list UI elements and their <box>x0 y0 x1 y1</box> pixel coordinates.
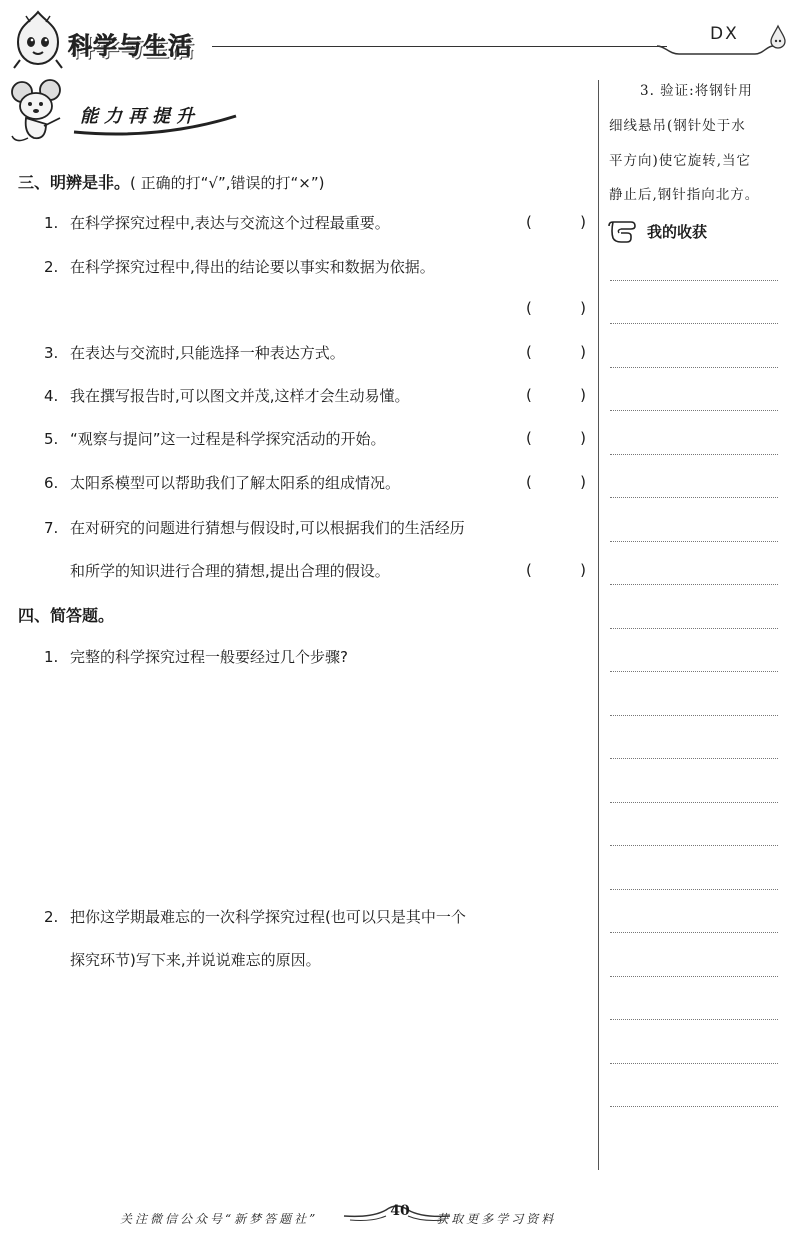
footer-text <box>120 1210 556 1227</box>
writing-line[interactable] <box>610 410 778 411</box>
side-note-line-3: 平方向)使它旋转,当它 <box>609 153 752 169</box>
item-text: 在科学探究过程中,得出的结论要以事实和数据为依据。 <box>70 258 435 276</box>
short-answer-item-1 <box>44 647 348 667</box>
true-false-item-7 <box>44 518 465 538</box>
item-text: 我在撰写报告时,可以图文并茂,这样才会生动易懂。 <box>70 387 410 405</box>
writing-line[interactable] <box>610 1019 778 1020</box>
my-gain-label: 我的收获 <box>647 223 708 241</box>
answer-blank-1[interactable]: ( ) <box>526 213 586 231</box>
writing-line[interactable] <box>610 1106 778 1107</box>
true-false-item-3 <box>44 343 345 363</box>
page-number: 40 <box>390 1203 410 1219</box>
true-false-item-2 <box>44 257 435 277</box>
header-title: 科学与生活 <box>68 32 193 60</box>
writing-line[interactable] <box>610 976 778 977</box>
mascot-logo-icon <box>8 8 68 72</box>
writing-line[interactable] <box>610 1063 778 1064</box>
section3-note: ( 正确的打“√”,错误的打“×”) <box>130 174 325 192</box>
item-text: 在表达与交流时,只能选择一种表达方式。 <box>70 344 345 362</box>
footer-text-left: 关注微信公众号“新梦答题社” <box>120 1212 319 1226</box>
writing-line[interactable] <box>610 715 778 716</box>
item-number: 7. <box>44 519 59 537</box>
header-rule <box>212 46 667 47</box>
item-text: 在对研究的问题进行猜想与假设时,可以根据我们的生活经历 <box>70 519 465 537</box>
writing-line[interactable] <box>610 323 778 324</box>
item-text: “观察与提问”这一过程是科学探究活动的开始。 <box>70 430 386 448</box>
item-number: 5. <box>44 430 59 448</box>
writing-line[interactable] <box>610 454 778 455</box>
answer-blank-6[interactable]: ( ) <box>526 473 586 491</box>
writing-line[interactable] <box>610 584 778 585</box>
item-text: 把你这学期最难忘的一次科学探究过程(也可以只是其中一个 <box>70 908 466 926</box>
answer-blank-5[interactable]: ( ) <box>526 429 586 447</box>
writing-line[interactable] <box>610 671 778 672</box>
writing-line[interactable] <box>610 802 778 803</box>
item-number: 6. <box>44 474 59 492</box>
pointing-hand-icon <box>607 218 643 244</box>
writing-line[interactable] <box>610 280 778 281</box>
short-answer-item-2 <box>44 907 466 927</box>
item-number: 2. <box>44 908 59 926</box>
short-answer-item-2-continued: 探究环节)写下来,并说说难忘的原因。 <box>70 951 321 969</box>
writing-line[interactable] <box>610 541 778 542</box>
side-note-line-4: 静止后,钢针指向北方。 <box>609 187 760 203</box>
writing-line[interactable] <box>610 889 778 890</box>
section4-heading: 四、简答题。 <box>18 606 115 625</box>
item-text: 在科学探究过程中,表达与交流这个过程最重要。 <box>70 214 390 232</box>
header-code: DX <box>710 24 739 44</box>
answer-blank-4[interactable]: ( ) <box>526 386 586 404</box>
column-divider <box>598 80 599 1170</box>
writing-line[interactable] <box>610 758 778 759</box>
side-note-line-2: 细线悬吊(钢针处于水 <box>609 118 746 134</box>
section3-heading <box>18 170 324 193</box>
answer-area-1[interactable] <box>44 680 584 890</box>
writing-line[interactable] <box>610 367 778 368</box>
item-number: 2. <box>44 258 59 276</box>
item-number: 3. <box>44 344 59 362</box>
item-number: 1. <box>44 214 59 232</box>
true-false-item-6 <box>44 473 400 493</box>
true-false-item-4 <box>44 386 410 406</box>
mouse-mascot-icon <box>8 78 74 148</box>
answer-blank-3[interactable]: ( ) <box>526 343 586 361</box>
item-text: 完整的科学探究过程一般要经过几个步骤? <box>70 648 348 666</box>
water-drop-icon <box>768 24 788 50</box>
answer-blank-2[interactable]: ( ) <box>526 299 586 317</box>
answer-blank-7[interactable]: ( ) <box>526 561 586 579</box>
item-text: 太阳系模型可以帮助我们了解太阳系的组成情况。 <box>70 474 401 492</box>
banner-label: 能力再提升 <box>80 106 200 127</box>
item-number: 1. <box>44 648 59 666</box>
item-number: 4. <box>44 387 59 405</box>
true-false-item-1 <box>44 213 390 233</box>
writing-line[interactable] <box>610 932 778 933</box>
writing-line[interactable] <box>610 497 778 498</box>
answer-area-2[interactable] <box>44 985 584 1175</box>
footer-text-right: 获取更多学习资料 <box>436 1212 557 1226</box>
section3-title: 三、明辨是非。 <box>18 173 131 192</box>
true-false-item-7-continued: 和所学的知识进行合理的猜想,提出合理的假设。 <box>70 562 390 580</box>
true-false-item-5 <box>44 429 386 449</box>
writing-line[interactable] <box>610 845 778 846</box>
side-note-line-1: 3. 验证:将钢针用 <box>640 83 753 99</box>
writing-line[interactable] <box>610 628 778 629</box>
